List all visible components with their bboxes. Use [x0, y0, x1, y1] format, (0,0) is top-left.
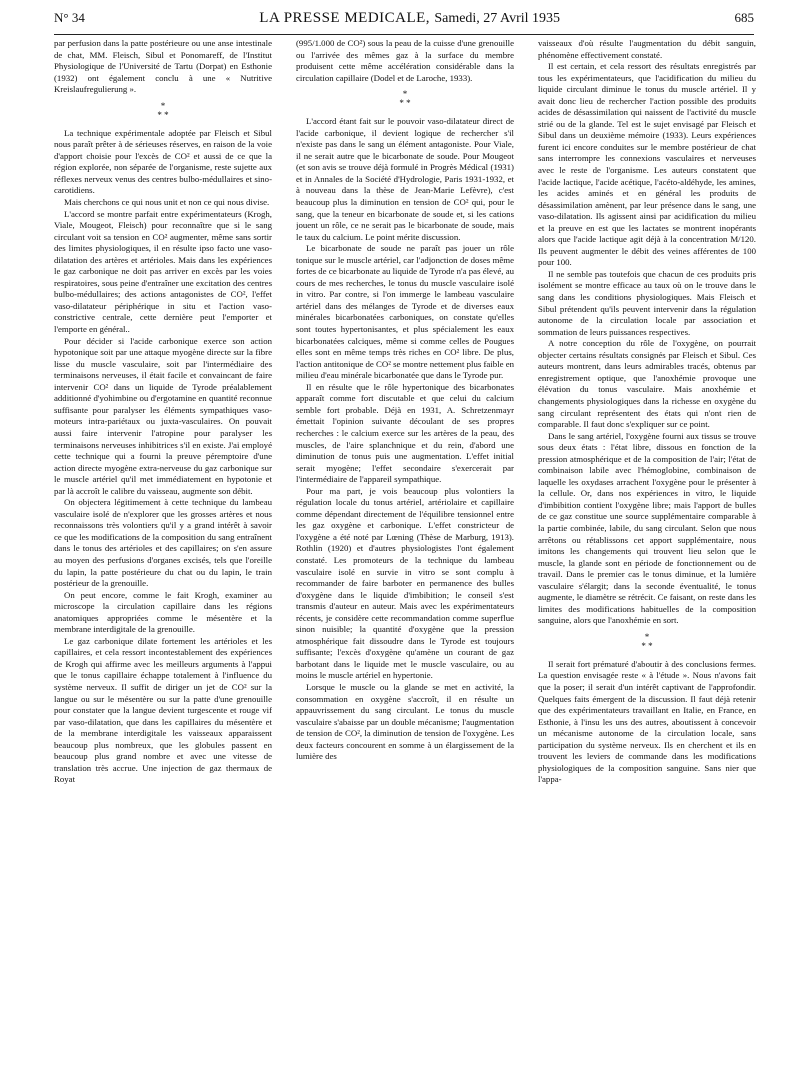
issue-date: Samedi, 27 Avril 1935	[434, 11, 561, 26]
paragraph: Il est certain, et cela ressort des résultats enregistrés par tous les expérimentateurs, que l'acidification du milieu du liquide circulant diminue le tonus du muscle artériel. Il y avait donc lieu de rechercher l'action possible des produits acides de désassimilation qui naissent de l'activité du muscle strié ou de la glande. Tel est le sujet envisagé par Fleisch et Sibul dans un deuxième mémoire (1933). Leurs expériences furent ici encore conduites sur le membre postérieur de chat sans interrompre les connexions vasculaires et nerveuses avec le reste de l'organisme. Les auteurs constatent que l'acide lactique, l'acide acétique, l'acéto-aldéhyde, les amines, les acides aminés et en général les produits de désassimilation amènent, par leur présence dans le sang, une vaso-dilatation. Ils agissent ainsi par acidification du milieu et la preuve en est que les lactates se montrent inopérants alors que l'acide lactique agit déjà à la concentration M/120. Ils peuvent augmenter le débit des veines afférentes de 100 pour 100.	[538, 61, 756, 268]
paragraph: A notre conception du rôle de l'oxygène, on pourrait objecter certains résultats consignés par Fleisch et Sibul. Ces auteurs montrent, dans leurs admirables tracés, obtenus par enregistrement optique, que l'anoxhémie provoque une élévation du tonus vasculaire. Mais anoxhémie et changements physiologiques dans la richesse en oxygène du sang circulant représentent des états qui n'ont rien de comparable. Il faut donc s'expliquer sur ce point.	[538, 338, 756, 430]
paragraph: (995/1.000 de CO²) sous la peau de la cuisse d'une grenouille ou l'arrivée des mêmes gaz à la surface du membre produisent cette même accélération considérable dans la circulation capillaire (Dodel et de Laroche, 1933).	[296, 38, 514, 83]
paragraph: Pour ma part, je vois beaucoup plus volontiers la régulation locale du tonus artériel, artériolaire et capillaire comme dépendant directement de l'équilibre tensionnel entre les gaz oxygène et carbonique. L'effet constricteur de l'oxygène a été noté par Lœning (Thèse de Marburg, 1913). Rothlin (1920) et d'autres physiologistes l'ont également constaté. Les promoteurs de la technique du lambeau vasculaire isolé en survie in vitro se sont complu à recommander de faire barboter en permanence des bulles d'oxygène dans le liquide d'imbibition; le conseil s'est transmis d'auteur en auteur. Mais avec les expérimentateurs récents, je considère cette recommandation comme superflue sinon nuisible; la quantité d'oxygène que la pression atmosphérique fait dissoudre dans le Tyrode est toujours suffisante; l'excès d'oxygène qu'amène un courant de gaz barbotant dans le liquide met le muscle vasculaire, ou au moins le muscle artériel en hypertonie.	[296, 485, 514, 681]
separator-star: *	[644, 631, 650, 642]
paragraph: Pour décider si l'acide carbonique exerce son action hypotonique soit par une attaque myogène directe sur la fibre lisse du muscle vasculaire, soit par l'intermédiaire des terminaisons nerveuses, il était facile et convaincant de faire intervenir CO² dans un liquide de Tyrode préalablement additionné d'yohimbine ou d'ergotamine en quantité reconnue suffisante pour paralyser les éléments sympathiques vaso-moteurs intra-pariétaux ou juxta-vasculaires. On pouvait aussi faire intervenir l'atropine pour paralyser les terminaisons nerveuses inhibitrices s'il en existe. J'ai employé cette technique qui a fourni la preuve péremptoire d'une action directe myogène extra-nerveuse du gaz carbonique sur le muscle artériel qu'il met immédiatement en hypotonie et par là accroît le calibre du vaisseau, augmente son débit.	[54, 335, 272, 496]
section-separator	[54, 102, 272, 120]
page-number: 685	[734, 10, 754, 25]
paragraph: Mais cherchons ce qui nous unit et non ce qui nous divise.	[64, 197, 270, 208]
section-separator	[296, 90, 514, 108]
column-1	[54, 38, 272, 1078]
paragraph: Le gaz carbonique dilate fortement les artérioles et les capillaires, et cela ressort incontestablement des expériences de Krogh qui affirme avec les meilleurs arguments à l'appui que le tonus capillaire échappe totalement à l'influence du système nerveux. Il suffit de diriger un jet de CO² sur la langue ou sur le mésentère ou sur la patte d'une grenouille pour constater que la langue devient turgescente et rouge vif par vaso-dilatation, que dans les capillaires du mésentère et de la membrane interdigitale les vaisseaux apparaissent beaucoup plus nombreux, que les globules passent en beaucoup plus grand nombre et avec une vitesse de translation très accrue. Une injection de gaz thermaux de Royat	[54, 635, 272, 785]
paragraph: Le bicarbonate de soude ne paraît pas jouer un rôle tonique sur le muscle artériel, car l'adjonction de doses même fortes de ce bicarbonate au liquide de Tyrode n'a pas élevé, au cours de mes recherches, le tonus du muscle vasculaire isolé in vitro. Par contre, si l'on immerge le lambeau vasculaire artériel dans des mélanges de Tyrode et de diverses eaux minérales bicarbonatées carboniques, on constate qu'elles sont toutes hypertonisantes, et plus spécialement les eaux bicarbonatées calciques, même si comme celles de Pougues elles sont en même temps très riches en CO² libre. De plus, l'action antitonique de CO² se montre nettement plus faible en milieu d'eau minérale bicarbonatée que dans le Tyrode pur.	[296, 243, 514, 381]
paragraph: On objectera légitimement à cette technique du lambeau vasculaire isolé de n'explorer que les grosses artères et nous reconnaissons très volontiers qu'il y a grand intérêt à savoir ce que les modifications de la composition du sang entraînent dans le tonus des artérioles et des capillaires; on s'en assure au moyen des perfusions d'organes excisés, tels que l'oreille du lapin, la patte postérieure du chat ou du lapin, le train postérieur de la grenouille.	[54, 497, 272, 589]
column-2	[296, 38, 514, 1078]
paragraph: Il en résulte que le rôle hypertonique des bicarbonates apparaît comme fort discutable et que celui du calcium semble fort probable. Déjà en 1931, A. Schretzenmayr émettait l'opinion suivante découlant de ses propres recherches : le calcium exerce sur les artères de la peau, des muscles, de l'aire splanchnique et du rein, d'abord une diminution de tonus puis une augmentation. L'effet initial serait myogène; l'effet secondaire s'exercerait par l'intermédiaire de l'appareil sympathique.	[296, 381, 514, 485]
paragraph: Dans le sang artériel, l'oxygène fourni aux tissus se trouve sous deux états : l'état libre, dissous en fonction de la pression atmosphérique et de la composition de l'air; l'état de combinaison labile avec l'hémoglobine, combinaison de laquelle les oxydases arrachent l'oxygène pour le présenter à la cellule. Or, dans nos expériences in vitro, le liquide d'imbibition contient l'oxygène libre; mais l'apport de bulles de ce gaz constitue une source supplémentaire comparable à la partie combinée, labile, du sang circulant. Selon que nous arrêtons ou rétablissons cet apport supplémentaire, nous imitons les changements qui trouvent lieu selon que le muscle, la glande sont en période de fonctionnement ou de travail. Dans le premier cas le tonus diminue, et la lumière vasculaire s'élargit; dans la seconde éventualité, le tonus augmente, le diamètre se rétrécit. Ce faisant, on reste dans les limites des modifications habituelles de la composition sanguine, alors que l'anoxhémie en sort.	[538, 430, 756, 626]
paragraph: La technique expérimentale adoptée par Fleisch et Sibul nous paraît prêter à de sérieuses réserves, en raison de la voie d'apport choisie pour l'excès de CO² et aussi de ce que la région explorée, non séparée de l'organisme, reste sujette aux réflexes nerveux venus des centres bulbo-médullaires et sino-carotidiens.	[54, 127, 272, 196]
paragraph: Il serait fort prématuré d'aboutir à des conclusions fermes. La question envisagée reste « à l'étude ». Nous n'avons fait que la poser; il serait d'un intérêt captivant de l'approfondir. Quelques faits émergent de la discussion. Il faut déjà retenir que des expérimentateurs travaillant en Italie, en France, en Esthonie, à l'insu les uns des autres, aboutissent à concevoir un mécanisme autonome de la circulation locale, sans participation du système nerveux. Ils en cherchent et ils en trouvent les leviers de commande dans les modifications physiologiques de la composition sanguine. Sans nier que l'appa-	[538, 658, 756, 785]
paragraph: vaisseaux d'où résulte l'augmentation du débit sanguin, phénomène effectivement constaté.	[538, 38, 756, 60]
journal-title: LA PRESSE MEDICALE,	[259, 10, 431, 26]
separator-star: *	[160, 100, 166, 111]
paragraph: Il ne semble pas toutefois que chacun de ces produits pris isolément se montre efficace au taux où on le trouve dans le sang dans les conditions physiologiques. Mais Fleisch et Sibul prétendent qu'ils peuvent intervenir dans la régulation autonome de la circulation locale par association et sommation de leurs puissances respectives.	[538, 268, 756, 337]
journal-masthead	[259, 10, 560, 27]
separator-star: *	[402, 89, 408, 100]
separator-stars: * *	[157, 109, 169, 120]
section-separator	[538, 633, 756, 651]
separator-stars: * *	[399, 98, 411, 109]
separator-stars: * *	[641, 640, 653, 651]
paragraph: par perfusion dans la patte postérieure ou une anse intestinale de chat, MM. Fleisch, Sibul et Ponomareff, de l'Institut Physiologique de l'Université de Tartu (Dorpat) en Esthonie (1932) ont également conclu à une « Nutritive Kreislaufregulierung ».	[54, 38, 272, 95]
issue-number: N° 34	[54, 10, 85, 25]
paragraph: Lorsque le muscle ou la glande se met en activité, la consommation en oxygène s'accroît, il en résulte un appauvrissement du sang circulant. Le tonus du muscle vasculaire s'abaisse par un double mécanisme; l'augmentation de tension de CO², la diminution de tension de l'oxygène. Les deux facteurs concourent en somme à un élargissement de la lumière des	[296, 681, 514, 762]
paragraph: L'accord étant fait sur le pouvoir vaso-dilatateur direct de l'acide carbonique, il devient logique de rechercher s'il n'existe pas dans le sang un élément antagoniste. Pour Viale, il ne serait autre que le bicarbonate de soude. Pour Mougeot (et son avis se trouve déjà formulé in Progrès Médical (1931) et in Annales de la Société d'Hydrologie, Paris 1931-1932, et à nouveau dans la thèse de Jean-Marie Lefèvre), c'est beaucoup plus la diminution en tension de CO² qui, pour le sang, que la teneur en bicarbonate de soude et, si les cations jouent un rôle, ce ne serait pas le bicarbonate de soude, mais le taux du calcium. Le point mérite discussion.	[296, 116, 514, 242]
paragraph: On peut encore, comme le fait Krogh, examiner au microscope la circulation capillaire dans les régions anatomiques appropriées comme le mésentère et la membrane interdigitale de la grenouille.	[54, 589, 272, 635]
column-3	[538, 38, 756, 1078]
page-header	[54, 10, 754, 35]
paragraph: L'accord se montre parfait entre expérimentateurs (Krogh, Viale, Mougeot, Fleisch) pour reconnaître que si le sang circulant voit sa tension en CO² augmenter, même sans sortir des limites physiologiques, il en résulte ipso facto une vaso-dilatation des artères et artérioles. Mais dans les expériences le gaz carbonique ne doit pas arriver en excès par les voies respiratoires, sous peine d'entraîner une excitation des centres bulbo-médullaires; des actions antagonistes de CO², l'effet vaso-dilatateur périphérique in situ et l'action vaso-constrictive centrale, cette dernière peut l'emporter et l'emporte en général..	[54, 208, 272, 335]
text-columns	[54, 38, 756, 1078]
